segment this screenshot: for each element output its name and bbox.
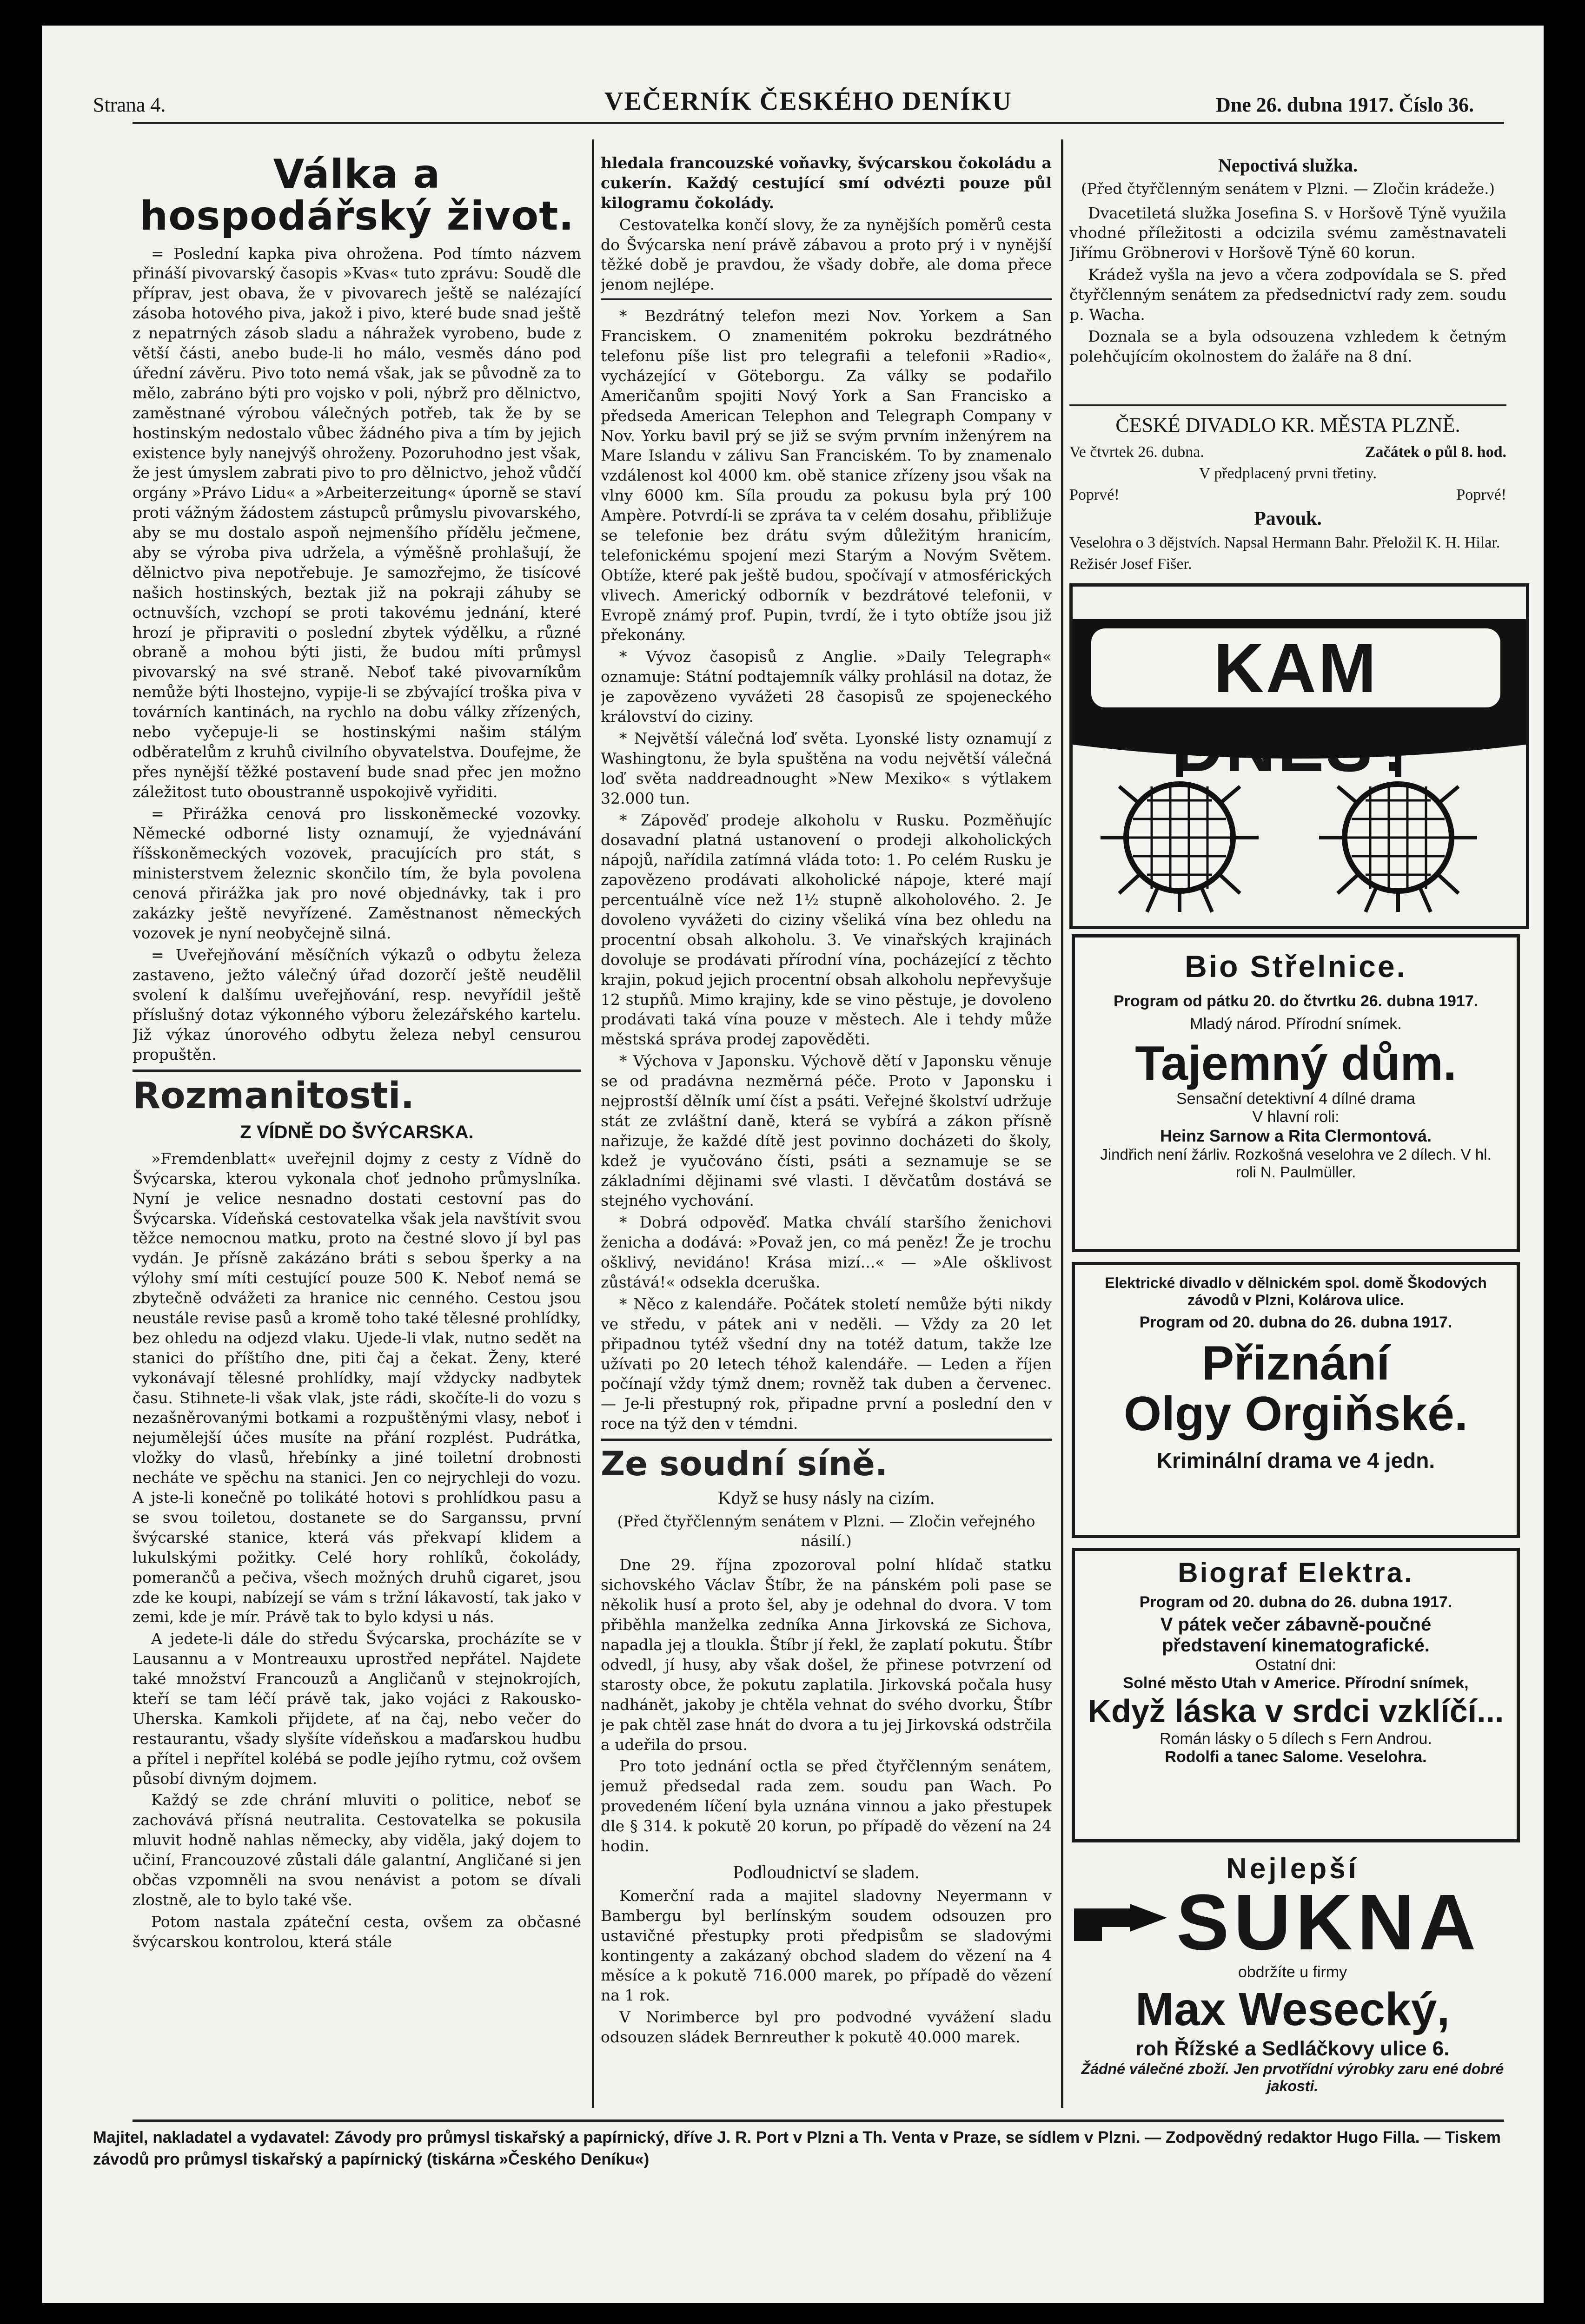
article-paragraph: Krádež vyšla na jevo a včera zodpovídala se S. před čtyřčlenným senátem za předsednictví rady zem. soudu p. Wacha. <box>1069 265 1506 324</box>
film-title-line1: Přiznání <box>1201 1336 1390 1390</box>
cinema-line: Solné město Utah v Americe. Přírodní snímek, <box>1123 1674 1469 1692</box>
theatre-date-row <box>1069 442 1506 463</box>
cinema-biograf-elektra <box>1072 1548 1520 1842</box>
news-item: * Zápověď prodeje alkoholu v Rusku. Pozměňujíc dosavadní platná ustanovení o prodeji alkoholických nápojů, nařídila zatímná vláda toto: 1. Po celém Rusku je zapovězeno prodávati alkoholické nápoje, které mají percentuálně více než 1½ stupně alkoholového. 2. Je dovoleno vyvážeti do ciziny všeliká vína bez ohledu na procentní obsah alkoholu. 3. Ve vinařských krajinách dovoluje se prodávati přírodní vína, pocházející z těchto krajin, pokud jejich procentní obsah alkoholu nepřevyšuje 12 stupňů. Mimo krajiny, kde se vino pěstuje, je dovoleno prodávati taká vína pouze v městech. Ale i tehdy může městská správa prodej zapověděti. <box>601 811 1052 1049</box>
section-rule <box>133 1070 581 1072</box>
theatre-listing <box>1069 411 1506 579</box>
theatre-premiere-left: Poprvé! <box>1069 486 1120 504</box>
news-item: * Vývoz časopisů z Anglie. »Daily Telegraph« oznamuje: Státní podtajemník války prohlásil na dotaz, že je zapovězeno vyvážeti 28 časopisů ze spojeneckého království do ciziny. <box>601 647 1052 726</box>
article-paragraph: Cestovatelka končí slovy, že za nynějších poměrů cesta do Švýcarska není právě zábavou a proto prý i v nynější těžké době je pravdou, že všady dobře, ale doma přece jenom nejlépe. <box>601 215 1052 294</box>
article-paragraph: = Uveřejňování měsíčních výkazů o odbytu železa zastaveno, ježto válečný úřad dozorčí ještě neudělil svolení k dalšímu uveřejňování, resp. nevyřídil ještě příslušný dotaz výkonného výboru železářského kartelu. Již výkaz únorového odbytu železa nebyl censurou propuštěn. <box>133 945 581 1064</box>
hand-icon <box>1074 1899 1172 1946</box>
theatre-play: Pavouk. <box>1254 508 1322 530</box>
theatre-info: Veselohra o 3 dějstvích. Napsal Hermann Bahr. Přeložil K. H. Hilar. Režisér Josef Fišer. <box>1069 534 1500 573</box>
date-issue: Dne 26. dubna 1917. Číslo 36. <box>1215 93 1474 116</box>
advert-sukna <box>1069 1852 1516 2117</box>
left-column <box>133 153 581 2115</box>
cinema-program: Program od 20. dubna do 26. dubna 1917. <box>1139 1314 1452 1331</box>
advert-firm: Max Wesecký, <box>1135 1983 1450 2035</box>
article-title-geese: Když se husy násly na cizím. <box>717 1487 935 1509</box>
column-rule-1 <box>592 139 594 2108</box>
right-column-top <box>1069 153 1506 404</box>
theatre-title: ČESKÉ DIVADLO KR. MĚSTA PLZNĚ. <box>1115 414 1460 436</box>
article-paragraph: Každý se zde chrání mluviti o politice, neboť se zachovává přísná neutralita. Cestovatelka se pokusila mluvit hodně nahlas německy, aby viděla, jaký dojem to učiní, Francouzové zůstali dále galantní, Angličané si jen občas vzpomněli na svou nenávist a potom se dívali zlostně, ale to bylo také vše. <box>133 1791 581 1909</box>
theatre-premiere-right: Poprvé! <box>1456 486 1506 504</box>
film-extra: Jindřich není žárliv. Rozkošná veselohra ve 2 dílech. V hl. roli N. Paulmüller. <box>1100 1146 1492 1181</box>
article-paragraph: Doznala se a byla odsouzena vzhledem k četným polehčujícím okolnostem do žaláře na 8 dní. <box>1069 327 1506 365</box>
article-paragraph: V Norimberce byl pro podvodné vyvážení sladu odsouzen sládek Bernreuther k pokutě 40.000 marek. <box>601 2008 1052 2047</box>
advert-sukna-title <box>1069 1878 1516 1967</box>
imprint-footer: Majitel, nakladatel a vydavatel: Závody pro průmysl tiskařský a papírnický, dříve J. R. Port v Plzni a Th. Venta v Praze, se sídlem v Plzni. — Zodpovědný redaktor Hugo Filla. — Tiskem závodů pro průmysl tiskařský a papírnický (tiskárna »Českého Deníku«) <box>93 2128 1501 2169</box>
article-paragraph: Dne 29. října zpozoroval polní hlídač statku sichovského Václav Štíbr, že na pánském poli pase se několik husí a proto šel, aby je odehnal do dvora. V tom přiběhla manželka zedníka Anna Jirkovská ze Sichova, napadla jej a tloukla. Štíbr jí řekl, že zaplatí pokutu. Štíbr odvedl, jí husy, aby však došel, že přinese potvrzení od starosty obce, že pokutu zaplatila. Jirkovská počala husy nadhánět, jakoby je chtěla vehnat do svého dvorku, Štíbr je pak chtěl zase hnát do dvora a tu jej Jirkovská odstrčila a udeřila do prsou. <box>601 1556 1052 1754</box>
cinema-program: Program od pátku 20. do čtvrtku 26. dubna 1917. <box>1113 992 1479 1010</box>
article-paragraph: = Přirážka cenová pro lisskoněmecké vozovky. Německé odborné listy oznamují, že vyjednávání říšskoněmeckých vozovek, pracujících pro stát, s ministerstvem železnic skončilo tím, že byla povolena cenová přirážka jak pro nové objednávky, tak i pro zakázky ještě nevyřízené. Zaměstnanost německých vozovek je nyní neobyčejně silná. <box>133 804 581 942</box>
article-note: (Před čtyřčlenným senátem v Plzni. — Zločin veřejného násilí.) <box>617 1512 1035 1550</box>
page-number: Strana 4. <box>93 93 166 116</box>
article-paragraph: A jedete-li dále do středu Švýcarska, procházíte se v Lausannu a v Montreauxu uprostřed nepřátel. Najdete také množství Francouzů a Angličanů v stejnokrojích, kteří se tam léčí právě tak, jako vojáci z Rakousko-Uherska. Kamkoli přijdete, ať na čaj, nebo večer do restaurantu, všady slyšíte vídeňskou a maďarskou hudbu a přítel i nepřítel kolébá se podle jejího rytmu, což ovšem působí divným dojmem. <box>133 1630 581 1788</box>
article-note: (Před čtyřčlenným senátem v Plzni. — Zločin krádeže.) <box>1081 180 1495 198</box>
lamp-decoration <box>1073 717 1526 921</box>
page-header <box>93 84 1502 121</box>
film-actors: Heinz Sarnow a Rita Clermontová. <box>1160 1126 1432 1146</box>
cinema-bio-strelnice <box>1072 934 1520 1252</box>
film-title-line2: Olgy Orgiňské. <box>1124 1387 1468 1441</box>
footer-rule <box>133 2119 1504 2122</box>
cinema-name: Bio Střelnice. <box>1185 949 1407 984</box>
cinema-line: Ostatní dni: <box>1255 1656 1336 1674</box>
theatre-start: Začátek o půl 8. hod. <box>1365 443 1506 461</box>
news-item: * Výchova v Japonsku. Výchově dětí v Japonsku věnuje se od pradávna nezměrná péče. Proto v Japonsku i nejprostší dělník umí číst a psáti. Veřejné školství udržuje stát ze zvláštní daně, která se vybírá a zákon přísně nařizuje, že každé dítě jest povinno docházeti do školy, kdež je vyučováno čísti, psáti a seznamuje se se základními dějinami své vlasti. I děvčatům dostává se stejného vychování. <box>601 1052 1052 1210</box>
advert-sukna-word: SUKNA <box>1176 1878 1481 1967</box>
pointing-hand-icon <box>1074 1899 1172 1946</box>
news-item: * Dobrá odpověď. Matka chválí staršího ženichovi ženicha a dodává: »Považ jen, co má peněz! Že je trochu ošklivý, nevidáno! Krása mizí...« — »Ale ošklivost zůstává!« odsekla dceruška. <box>601 1213 1052 1291</box>
news-item: * Největší válečná loď světa. Lyonské listy oznamují z Washingtonu, že byla spuštěna na vodu největší válečná loď světa naddreadnought »New Mexiko« s výtlakem 32.000 tun. <box>601 729 1052 807</box>
theatre-subscription: V předplacený prvni třetiny. <box>1199 465 1377 482</box>
section-rule <box>601 298 1052 300</box>
section-rule <box>601 1439 1052 1441</box>
article-title-maid: Nepoctivá služka. <box>1218 155 1358 176</box>
cinema-line: Rodolfi a tanec Salome. Veselohra. <box>1165 1748 1427 1766</box>
article-paragraph: = Poslední kapka piva ohrožena. Pod tímto názvem přináší pivovarský časopis »Kvas« tuto zprávu: Soudě dle příprav, jest obava, že v pivovarech ještě se nalézající zásoba hotového piva, jakož i pivo, které bude snad ještě z nepatrných zásob sladu a náhražek vyrobeno, bude z větší části, anebo bude-li ho málo, vesměs dáno pod úřední závěru. Pivo toto nemá však, jak se původně za to mělo, zabráno býti pro vojsko v poli, nýbrž pro dělnictvo, zaměstnané výrobou válečných potřeb, tak že by se hostinským nedostalo vůbec žádného piva a tím by jejich existence byly nanejvýš ohroženy. Pozoruhodno jest však, že jest úmyslem zabrati pivo to pro dělnictvo, jehož vůdčí orgány »Právo Lidu« a »Arbeiterzeitung« úporně se staví proti vážným žádostem zástupců průmyslu pivovarského, aby se mu dostalo aspoň nejmenšího přídělu ječmene, aby se výroba piva udržela, a výměšně prohlašují, že dělnictvo piva nepotřebuje. Je samozřejmo, že tisícové našich hostinských, beztak již na pokraji záhuby se octnuvších, vzchopí se proti takovému jednání, které hrozí je připraviti o poslední zbytek výdělku, a různé obraně a mohou býti jisti, že budou míti průmysl pivovarský na své straně. Neboť také pivovarníkům nemůže býti lhostejno, vypije-li se zbývající troška piva v továrních kantinách, na rychlo na dobu války zřízených, nebo vyčepuje-li se hostinskými našim stálým odběratelům z kruhů civilního obyvatelstva. Doufejme, že přes nynější těžké postavení bude snad přec jen možno záležitost tuto oboustranně uspokojivě vyřiditi. <box>133 244 581 801</box>
news-item: * Bezdrátný telefon mezi Nov. Yorkem a San Franciskem. O znamenitém pokroku bezdrátného telefonu píše list pro telegrafii a telefonii »Radio«, vycházející v Göteborgu. Za války se podařilo Američanům spojiti Nový York a San Francisko a předseda American Telephon and Telegraph Company v Nov. Yorku bavil prý se již se svým prvním inženýrem na Mare Islandu v zálivu San Franciském. To by znamenalo vzdálenost kol 4000 km. obě stanice zřízeny jsou však na vlny 6000 km. Síla proudu za pokusu byla prý 100 Ampère. Potvrdí-li se zpráva ta v celém dosahu, přibližuje se telefonie bez drátu svým důležitým hranicím, telefonickému spojení mezi Starým a Novým Světem. Obtíže, které pak ještě budou, spočívají v atmosférických vlivech. Americký odborník v bezdrátové telefonii, v Evropě známý prof. Pupin, tvrdí, že i tyto obtíže jsou již překonány. <box>601 307 1052 644</box>
theatre-date: Ve čtvrtek 26. dubna. <box>1069 443 1204 461</box>
cinema-elektricke-divadlo <box>1072 1262 1520 1538</box>
advert-address: roh Řížské a Sedláčkovy ulice 6. <box>1135 2037 1450 2060</box>
cinema-line: Mladý národ. Přírodní snímek. <box>1190 1015 1402 1033</box>
cinema-program: Program od 20. dubna do 26. dubna 1917. <box>1139 1593 1452 1611</box>
theatre-play-row <box>1069 484 1506 506</box>
film-role-label: V hlavní roli: <box>1252 1108 1340 1126</box>
continued-paragraph: hledala francouzské voňavky, švýcarskou čokoládu a cukerín. Každý cestující smí odvézti pouze půl kilogramu čokolády. <box>601 154 1052 212</box>
article-title-malt: Podloudnictví se sladem. <box>733 1861 920 1882</box>
kam-dnes-banner <box>1069 583 1529 929</box>
cinema-line: V pátek večer zábavně-poučné <box>1160 1614 1432 1635</box>
article-paragraph: Dvacetiletá služka Josefina S. v Horšově Týně využila vhodné příležitosti a odcizila svému zaměstnavateli Jiřímu Gröbnerovi v Horšově Týně 60 korun. <box>1069 204 1506 262</box>
film-title: Tajemný dům. <box>1135 1037 1457 1090</box>
news-item: * Něco z kalendáře. Počátek století nemůže býti nikdy ve středu, v pátek ani v neděli. — Vždy za 20 let připadnou tytéž všední dny na totéž datum, takže lze užívati po 20 letech téhož kalendáře. — Leden a říjen počínají vždy týmž dnem; rovněž tak duben a červenec. — Je-li přestupný rok, připadne první a poslední den v roce na týž den v témdni. <box>601 1294 1052 1433</box>
section-rule <box>1069 404 1506 406</box>
advert-note: Žádné válečné zboží. Jen prvotřídní výrobky zaru ené dobré jakosti. <box>1081 2060 1504 2094</box>
section-title-rozmanitosti: Rozmanitosti. <box>133 1075 415 1117</box>
header-rule <box>133 122 1504 124</box>
article-paragraph: »Fremdenblatt« uveřejnil dojmy z cesty z Vídně do Švýcarska, kterou vykonala choť jednoho průmyslníka. Nyní je velice nesnadno dostati cestovní pas do Švýcarska. Vídeňská cestovatelka však jela navštívit svou těžce nemocnou matku, proto na čestné slovo jí byl pas vydán. Je přísně zakázáno bráti s sebou šperky a na výlohy smí míti cestující pouze 500 K. Neboť nemá se zbytečně odvážeti za hranice nic cenného. Cestou jsou neustále revise pasů a kromě toho také tělesné prohlídky, bez ohledu na odjezd vlaku. Ujede-li vlak, nutno sedět na stanici do příštího dne, piti čaj a čekat. Ženy, které vykonávají tělesné prohlídky, mají vždycky nadbytek času. Stihnete-li však vlak, jste rádi, skočíte-li do vozu s nezašněrovanými botkami a rozpuštěnými vlasy, neboť i nejumělejší účes musíte na přání rozplést. Pudrátka, vložky do vlasů, hřebínky a jiné toiletní drobnosti necháte ve spěchu na stanici. Jen co nejrychleji do vozu. A jste-li konečně po tolikáté hotovi s prohlídkou pasu a se svou toiletou, dostanete se do Sarganssu, první švýcarské stanice, která vás překvapí klidem a lukulskými požitky. Celé hory rohlíků, čokolády, pomerančů a pečiva, všech možných druhů cigaret, jsou zde ke koupi, nabízejí se vám s tržní lákavostí, tak jako v zemi, kde je mír. Právě tak to bylo kdysi u nás. <box>133 1149 581 1626</box>
cinema-name: Biograf Elektra. <box>1178 1557 1414 1588</box>
section-title-court: Ze soudní síně. <box>601 1444 888 1484</box>
film-title: Když láska v srdci vzklíčí... <box>1088 1693 1504 1729</box>
headline-war-economy: Válka a hospodářský život. <box>139 153 574 240</box>
advert-obtain: obdržíte u firmy <box>1238 1963 1347 1981</box>
cinema-line: Román lásky o 5 dílech s Fern Androu. <box>1160 1730 1432 1748</box>
cinema-header: Elektrické divadlo v dělnickém spol. domě Škodových závodů v Plzni, Kolárova ulice. <box>1105 1274 1487 1308</box>
cinema-line: představení kinematografické. <box>1162 1635 1430 1656</box>
article-paragraph: Komerční rada a majitel sladovny Neyermann v Bambergu byl berlínským soudem odsouzen pro ustavičné přestupky proti předpisům se sladovými kontingenty a zakázaný obchod sladem do vězení na 4 měsíce a k pokutě 716.000 marek, po případě do vězení na 1 rok. <box>601 1886 1052 2005</box>
article-paragraph: Pro toto jednání octla se před čtyřčlenným senátem, jemuž předsedal rada zem. soudu pan Wach. Po provedeném líčení byla uznána vinnou a jako přestupek dle § 314. k pokutě 20 korun, po případě do vězení na 24 hodin. <box>601 1757 1052 1855</box>
masthead: VEČERNÍK ČESKÉHO DENÍKU <box>604 87 1012 116</box>
column-rule-2 <box>1061 139 1063 2108</box>
film-description: Kriminální drama ve 4 jedn. <box>1156 1448 1435 1473</box>
film-description: Sensační detektivní 4 dílné drama <box>1176 1090 1416 1108</box>
article-paragraph: Potom nastala zpáteční cesta, ovšem za občasné švýcarskou kontrolou, která stále <box>133 1912 581 1951</box>
kam-dnes-title: KAM <box>1091 628 1500 707</box>
advert-best: Nejlepší <box>1226 1853 1359 1885</box>
article-title-vienna-switzerland: Z VÍDNĚ DO ŠVÝCARSKA. <box>240 1122 474 1142</box>
middle-column <box>601 153 1052 2115</box>
